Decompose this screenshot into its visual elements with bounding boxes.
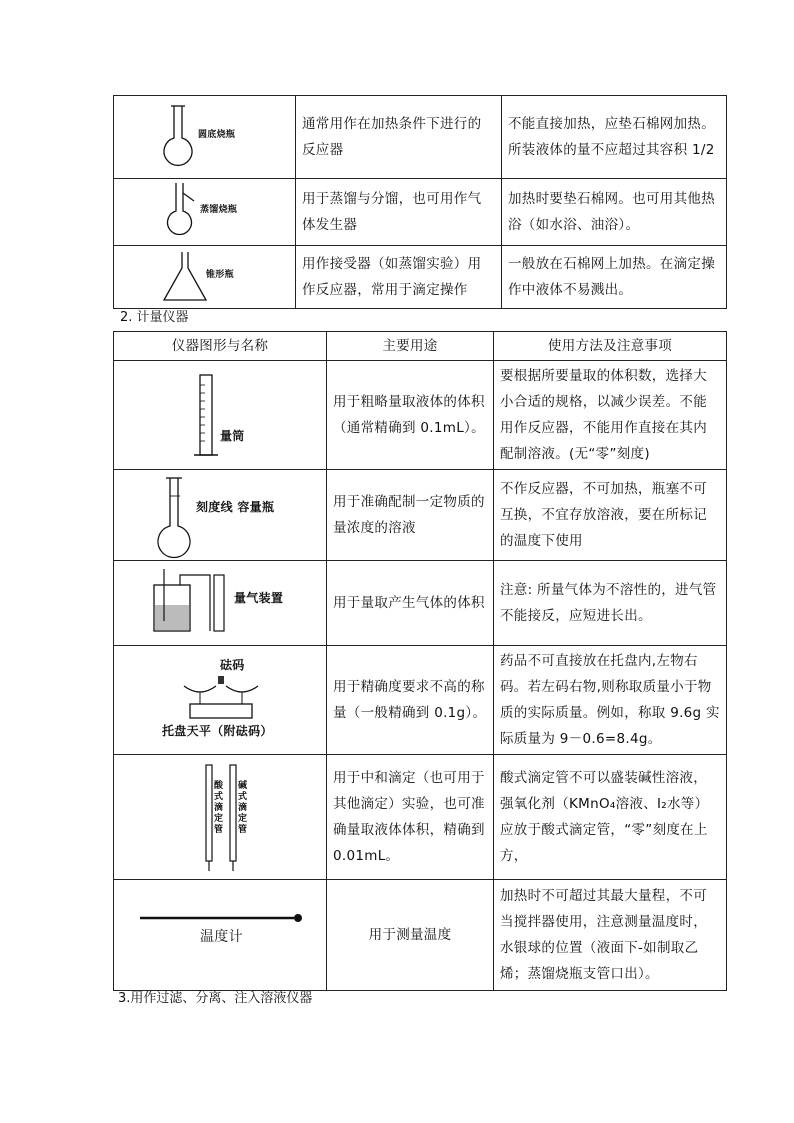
base-burette-label: 碱式滴定管 — [238, 781, 248, 835]
table-row — [114, 470, 727, 561]
use-cell: 用于量取产生气体的体积 — [327, 561, 494, 646]
use-cell: 用作接受器（如蒸馏实验）用作反应器，常用于滴定操作 — [296, 246, 502, 309]
graduated-cylinder-icon — [114, 361, 327, 469]
container-table-heating — [113, 95, 727, 309]
instrument-label: 量筒 — [220, 429, 245, 443]
acid-burette-label: 酸式滴定管 — [214, 781, 224, 835]
table-row — [114, 96, 727, 179]
note-cell: 药品不可直接放在托盘内,左物右码。若左码右物,则称取质量小于物质的实际质量。例如，称取 9.6g 实际质量为 9－0.6=8.4g。 — [494, 646, 727, 755]
figure-cell — [114, 361, 327, 470]
use-cell: 用于准确配制一定物质的量浓度的溶液 — [327, 470, 494, 561]
container-table-measuring — [113, 331, 727, 991]
header-cell: 仪器图形与名称 — [114, 332, 327, 361]
flask-label: 蒸馏烧瓶 — [200, 205, 238, 215]
figure-cell — [114, 470, 327, 561]
figure-cell — [114, 880, 327, 991]
instrument-label: 刻度线 容量瓶 — [196, 500, 275, 514]
table-header-row — [114, 332, 727, 361]
figure-cell — [114, 755, 327, 880]
instrument-label: 托盘天平（附砝码） — [162, 724, 273, 738]
note-cell: 不作反应器，不可加热，瓶塞不可互换，不宜存放溶液，要在所标记的温度下使用 — [494, 470, 727, 561]
figure-cell — [114, 179, 296, 246]
table-row — [114, 755, 727, 880]
instrument-label: 量气装置 — [234, 591, 284, 605]
table-row — [114, 361, 727, 470]
use-cell: 用于精确度要求不高的称量（一般精确到 0.1g）。 — [327, 646, 494, 755]
header-cell: 主要用途 — [327, 332, 494, 361]
section-heading-2: 2. 计量仪器 — [120, 310, 189, 325]
table-row — [114, 561, 727, 646]
header-cell: 使用方法及注意事项 — [494, 332, 727, 361]
flask-label: 锥形瓶 — [206, 270, 234, 280]
table-row — [114, 880, 727, 991]
section-heading-3: 3.用作过滤、分离、注入溶液仪器 — [118, 991, 313, 1006]
flask-label: 圆底烧瓶 — [198, 130, 236, 140]
note-cell: 注意: 所量气体为不溶性的，进气管不能接反，应短进长出。 — [494, 561, 727, 646]
table-row — [114, 246, 727, 309]
note-cell: 一般放在石棉网上加热。在滴定操作中液体不易溅出。 — [502, 246, 727, 309]
gas-measuring-apparatus-icon — [114, 561, 327, 645]
note-cell: 加热时不可超过其最大量程，不可当搅拌器使用，注意测量温度时，水银球的位置（液面下-如制取乙烯；蒸馏烧瓶支管口出）。 — [494, 880, 727, 991]
table-row — [114, 646, 727, 755]
note-cell: 要根据所要量取的体积数，选择大小合适的规格，以减少误差。不能用作反应器，不能用作直接在其内配制溶液。(无“零”刻度) — [494, 361, 727, 470]
note-cell: 酸式滴定管不可以盛装碱性溶液，强氧化剂（KMnO₄溶液、I₂水等）应放于酸式滴定管，“零”刻度在上方， — [494, 755, 727, 880]
figure-cell — [114, 246, 296, 309]
table-row — [114, 179, 727, 246]
use-cell: 用于测量温度 — [327, 880, 494, 991]
volumetric-flask-icon — [114, 470, 327, 560]
note-cell: 加热时要垫石棉网。也可用其他热浴（如水浴、油浴）。 — [502, 179, 727, 246]
use-cell: 用于粗略量取液体的体积（通常精确到 0.1mL）。 — [327, 361, 494, 470]
figure-cell — [114, 646, 327, 755]
conical-flask-icon — [114, 246, 296, 308]
use-cell: 用于中和滴定（也可用于其他滴定）实验，也可准确量取液体体积，精确到 0.01mL。 — [327, 755, 494, 880]
note-cell: 不能直接加热，应垫石棉网加热。所装液体的量不应超过其容积 1/2 — [502, 96, 727, 179]
use-cell: 用于蒸馏与分馏，也可用作气体发生器 — [296, 179, 502, 246]
use-cell: 通常用作在加热条件下进行的反应器 — [296, 96, 502, 179]
instrument-label: 温度计 — [200, 929, 243, 945]
weights-label: 砝码 — [220, 658, 245, 672]
figure-cell — [114, 561, 327, 646]
figure-cell — [114, 96, 296, 179]
